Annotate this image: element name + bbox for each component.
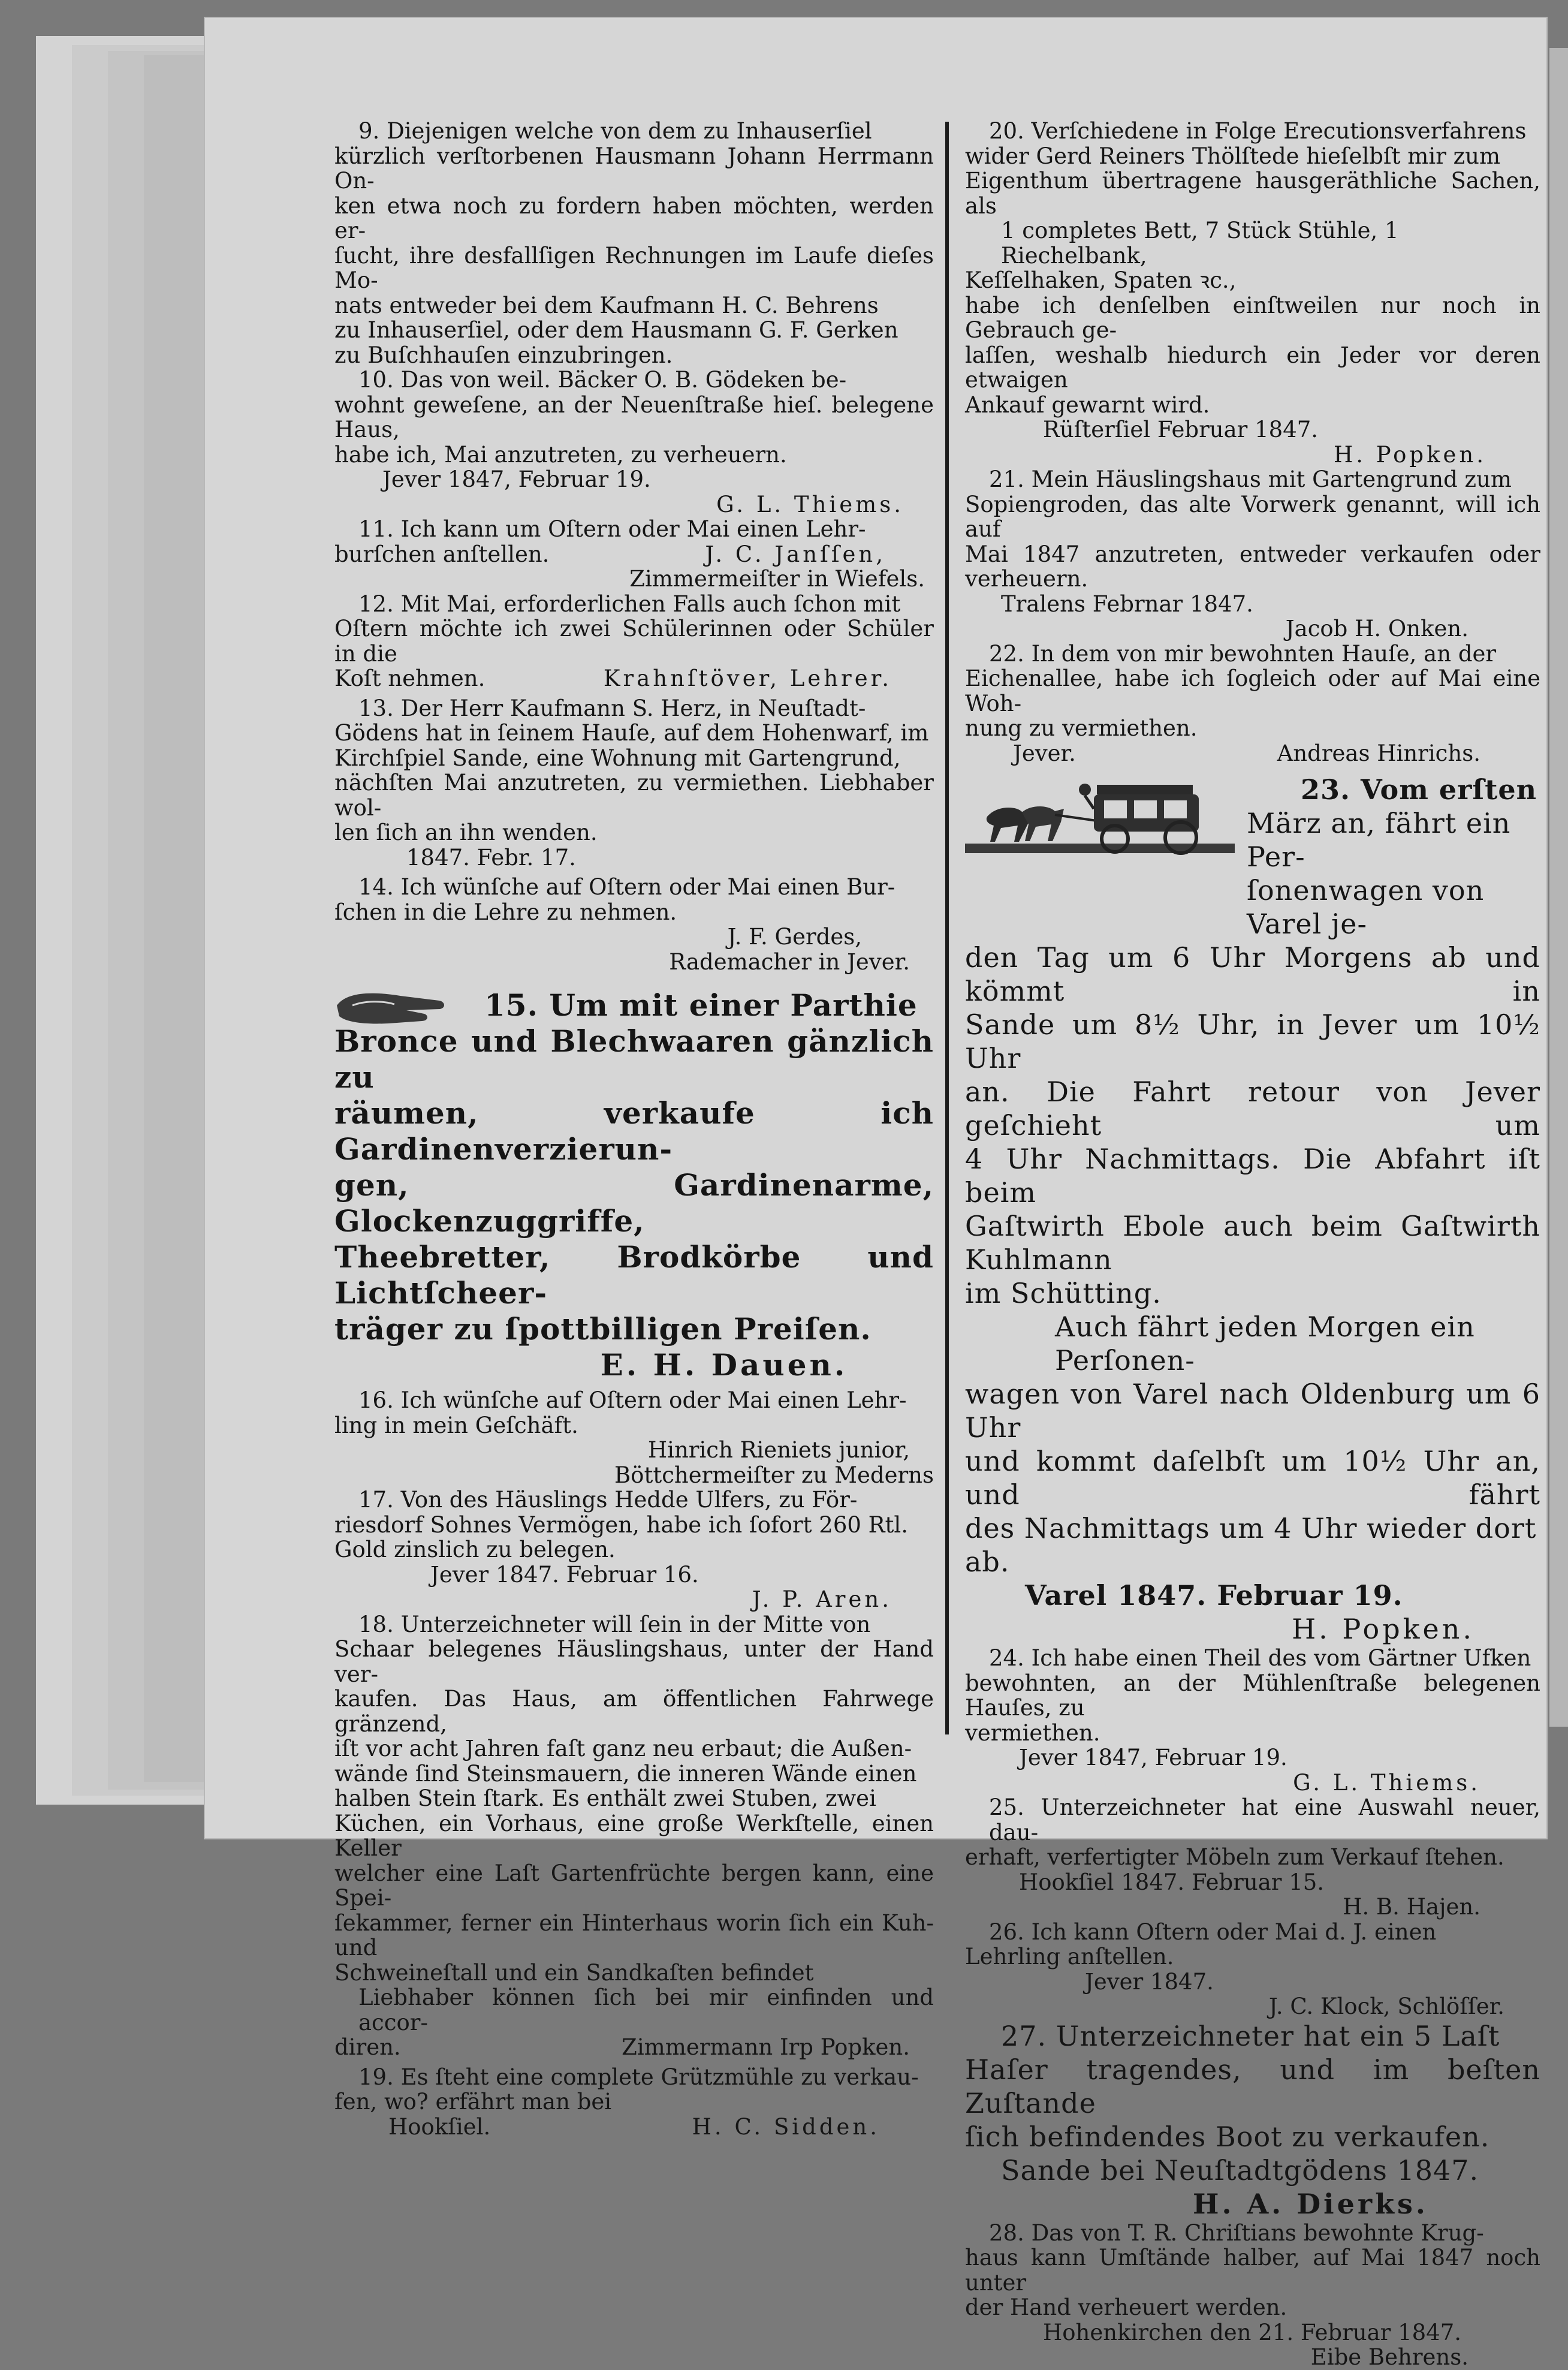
ad-18-signature: Zimmermann Irp Popken. [622, 2034, 910, 2060]
ad-11-line-1: 11. Ich kann um Oſtern oder Mai einen Lehr- [358, 516, 866, 542]
ad-28-line-3: der Hand verheuert werden. [965, 2294, 1287, 2320]
ad-17-line-3: Gold zinslich zu belegen. [334, 1537, 616, 1562]
ad-27-line-3: ſich befindendes Boot zu verkaufen. [965, 2120, 1490, 2153]
ad-22-signature: Andreas Hinrichs. [1277, 740, 1480, 766]
ad-9-line-5: nats entweder bei dem Kaufmann H. C. Behrens [334, 292, 879, 318]
ad-19-line-2: fen, wo? erfährt man bei [334, 2089, 612, 2115]
ad-12-line-3 [334, 666, 934, 691]
ad-16-signature: Hinrich Rieniets junior, [647, 1437, 910, 1463]
ad-24-line-3: vermiethen. [965, 1719, 1100, 1746]
ad-23 [965, 773, 1540, 1646]
ad-10-line-3: habe ich, Mai anzutreten, zu verheuern. [334, 441, 787, 468]
ad-20-line-1: 20. Verſchiedene in Folge Erecutionsverfahrens [989, 118, 1527, 144]
ad-19-place: Hookſiel. [388, 2113, 491, 2140]
ad-14-occupation: Rademacher in Jever. [669, 948, 910, 975]
ad-23-line-10: Auch fährt jeden Morgen ein Perſonen- [1055, 1311, 1475, 1377]
ad-26-line-1: 26. Ich kann Oſtern oder Mai d. J. einen [989, 1919, 1437, 1945]
ad-28-line-2: haus kann Umſtände halber, auf Mai 1847 noch unter [965, 2245, 1540, 2296]
ad-20-line-2: wider Gerd Reiners Thölſtede hieſelbſt mir zum [965, 143, 1501, 169]
ad-11-text: burſchen anſtellen. [334, 541, 550, 567]
ad-12-text: Koſt nehmen. [334, 665, 486, 691]
ad-20-line-5: Keſſelhaken, Spaten ꝛc., [965, 267, 1237, 293]
ad-19-line-1: 19. Es ſteht eine complete Grützmühle zu verkau- [358, 2064, 919, 2090]
ad-20-line-3: Eigenthum übertragene hausgeräthliche Sachen, als [965, 168, 1540, 219]
ad-18-line-10: Schweineſtall und ein Sandkaſten befindet [334, 1959, 814, 1986]
ad-18-line-7: Küchen, ein Vorhaus, eine große Werkſtelle, einen Keller [334, 1810, 934, 1861]
ad-28-signature: Eibe Behrens. [1310, 2344, 1469, 2370]
ad-22-line-1: 22. In dem von mir bewohnten Hauſe, an der [989, 640, 1497, 667]
newspaper-page [204, 17, 1548, 2370]
ad-18-line-6: halben Stein ſtark. Es enthält zwei Stuben, zwei [334, 1785, 876, 1811]
ad-18-text: diren. [334, 2034, 401, 2060]
column-rule [945, 122, 949, 1734]
ad-24-line-1: 24. Ich habe einen Theil des vom Gärtner Ufken [989, 1645, 1531, 1671]
ad-16-line-1: 16. Ich wünſche auf Oſtern oder Mai einen Lehr- [358, 1387, 907, 1413]
ad-16-occupation: Böttchermeiſter zu Mederns [614, 1462, 934, 1488]
ad-26-date: Jever 1847. [1085, 1968, 1214, 1995]
ad-23-line-2: März an, fährt ein Per- [1247, 807, 1511, 873]
ad-15-headline-6: träger zu ſpottbilligen Preiſen. [334, 1311, 872, 1347]
ad-22-line-3: nung zu vermiethen. [965, 715, 1198, 741]
ad-13-line-3: Kirchſpiel Sande, eine Wohnung mit Gartengrund, [334, 745, 901, 771]
ad-9-line-2: kürzlich verſtorbenen Hausmann Johann Herrmann On- [334, 143, 934, 194]
ad-25-date: Hookſiel 1847. Februar 15. [1019, 1869, 1325, 1895]
ad-10-signature: G. L. Thiems. [716, 491, 904, 517]
ad-13-line-2: Gödens hat in ſeinem Hauſe, auf dem Hohenwarf, im [334, 720, 929, 746]
ad-17-date: Jever 1847. Februar 16. [430, 1561, 699, 1588]
ad-18-line-8: welcher eine Laſt Gartenfrüchte bergen kann, eine Spei- [334, 1860, 934, 1911]
ad-23-text-1: 23. Vom erſten [1301, 773, 1537, 806]
ad-15 [334, 987, 934, 1383]
ad-24-date: Jever 1847, Februar 19. [1019, 1745, 1287, 1770]
ad-18-line-4: iſt vor acht Jahren faſt ganz neu erbaut; die Außen- [334, 1736, 912, 1761]
ad-20-signature: H. Popken. [1333, 441, 1486, 468]
ad-18-line-11: Liebhaber können ſich bei mir einfinden und accor- [358, 1984, 934, 2035]
ad-13-line-5: len ſich an ihn wenden. [334, 820, 598, 845]
ad-12-line-2: Oſtern möchte ich zwei Schülerinnen oder Schüler in die [334, 616, 934, 667]
ad-10-date: Jever 1847, Februar 19. [382, 466, 651, 492]
ad-28-line-1: 28. Das von T. R. Chriſtians bewohnte Krug- [989, 2220, 1484, 2246]
stagecoach-icon [965, 773, 1235, 863]
ad-18-line-5: wände ſind Steinsmauern, die inneren Wände einen [334, 1760, 917, 1787]
ad-9-line-1: 9. Diejenigen welche von dem zu Inhauserſiel [358, 118, 872, 144]
ad-15-headline-3: räumen, verkaufe ich Gardinenverzierun- [334, 1095, 934, 1167]
ad-14-signature: J. F. Gerdes, [727, 924, 862, 950]
ad-15-headline-5: Theebretter, Brodkörbe und Lichtſcheer- [334, 1239, 934, 1311]
ad-14-line-2: ſchen in die Lehre zu nehmen. [334, 899, 677, 925]
ad-23-line-13: des Nachmittags um 4 Uhr wieder dort ab. [965, 1512, 1537, 1578]
ad-23-line-12: und kommt daſelbſt um 10½ Uhr an, und fährt [965, 1445, 1540, 1511]
ad-20-line-6: habe ich denſelben einſtweilen nur noch in Gebrauch ge- [965, 292, 1540, 343]
ad-20-line-4: 1 completes Bett, 7 Stück Stühle, 1 Riechelbank, [1001, 218, 1399, 269]
ad-23-line-3: ſonenwagen von Varel je- [1247, 874, 1485, 940]
ad-21-date: Tralens Febrnar 1847. [1001, 591, 1253, 617]
ad-28-date: Hohenkirchen den 21. Februar 1847. [1043, 2319, 1462, 2345]
ad-24-line-2: bewohnten, an der Mühlenſtraße belegenen Hauſes, zu [965, 1670, 1540, 1721]
ad-23-line-4: den Tag um 6 Uhr Morgens ab und kömmt in [965, 941, 1540, 1007]
ad-23-signature: H. Popken. [1292, 1613, 1474, 1645]
ad-27-place: Sande bei Neuſtadtgödens 1847. [1001, 2154, 1479, 2187]
ad-9-line-4: ſucht, ihre desfallſigen Rechnungen im Laufe dieſes Mo- [334, 242, 934, 293]
ad-15-signature: E. H. Dauen. [600, 1347, 848, 1383]
ad-23-date: Varel 1847. Februar 19. [1025, 1579, 1403, 1612]
ad-18-line-3: kaufen. Das Haus, am öffentlichen Fahrwege gränzend, [334, 1686, 934, 1737]
ad-14-line-1: 14. Ich wünſche auf Oſtern oder Mai einen Bur- [358, 874, 895, 900]
ad-26-signature: J. C. Klock, Schlöſſer. [1268, 1993, 1504, 2019]
ad-12-signature: Krahnſtöver, Lehrer. [603, 665, 892, 691]
ad-17-line-2: riesdorf Sohnes Vermögen, habe ich ſofort 260 Rtl. [334, 1511, 908, 1538]
ad-23-line-5: Sande um 8½ Uhr, in Jever um 10½ Uhr [965, 1008, 1540, 1074]
ad-16-line-2: ling in mein Geſchäft. [334, 1412, 578, 1438]
ad-9-line-3: ken etwa noch zu fordern haben möchten, werden er- [334, 192, 934, 243]
ad-13-line-4: nächſten Mai anzutreten, zu vermiethen. Liebhaber wol- [334, 770, 934, 821]
ad-25-line-1: 25. Unterzeichneter hat eine Auswahl neuer, dau- [989, 1794, 1540, 1845]
ad-18-line-12 [334, 2035, 934, 2060]
ad-25-signature: H. B. Hajen. [1343, 1894, 1480, 1920]
ad-23-line-6: an. Die Fahrt retour von Jever geſchieht um [965, 1076, 1540, 1142]
ad-21-line-1: 21. Mein Häuslingshaus mit Gartengrund zum [989, 466, 1512, 492]
ad-21-signature: Jacob H. Onken. [1285, 616, 1469, 642]
ad-20-line-7: laſſen, weshalb hiedurch ein Jeder vor deren etwaigen [965, 342, 1540, 393]
ad-20-line-8: Ankauf gewarnt wird. [965, 392, 1210, 418]
ad-17-line-1: 17. Von des Häuslings Hedde Ulfers, zu För- [358, 1487, 858, 1513]
ad-12-line-1: 12. Mit Mai, erforderlichen Falls auch ſchon mit [358, 591, 901, 617]
ad-22-line-4 [965, 741, 1540, 766]
ad-23-line-9: im Schütting. [965, 1277, 1162, 1309]
ad-18-line-1: 18. Unterzeichneter will ſein in der Mitte von [358, 1611, 871, 1637]
ad-22-line-2: Eichenallee, habe ich ſogleich oder auf Mai eine Woh- [965, 665, 1540, 716]
ad-23-line-8: Gaſtwirth Ebole auch beim Gaſtwirth Kuhlmann [965, 1210, 1540, 1276]
ad-19-line-3 [334, 2115, 934, 2140]
ad-27-line-2: Haſer tragendes, und im beſten Zuſtande [965, 2053, 1540, 2119]
ad-23-line-7: 4 Uhr Nachmittags. Die Abfahrt iſt beim [965, 1143, 1540, 1209]
ad-9-line-7: zu Buſchhauſen einzubringen. [334, 342, 673, 368]
ad-13-date: 1847. Febr. 17. [406, 844, 576, 871]
ad-18-line-2: Schaar belegenes Häuslingshaus, unter der Hand ver- [334, 1636, 934, 1687]
ad-15-headline-4: gen, Gardinenarme, Glockenzuggriffe, [334, 1167, 934, 1239]
ad-10-line-2: wohnt geweſene, an der Neuenſtraße hieſ. belegene Haus, [334, 392, 934, 442]
ad-26-line-2: Lehrling anſtellen. [965, 1944, 1174, 1970]
right-column [965, 119, 1540, 2370]
ad-22-place: Jever. [1013, 740, 1076, 766]
page-spine [1549, 48, 1568, 1727]
ad-15-headline-2: Bronce und Blechwaaren gänzlich zu [334, 1023, 934, 1095]
ad-15-headline-1: 15. Um mit einer Parthie [484, 987, 918, 1023]
ad-9-line-6: zu Inhauserſiel, oder dem Hausmann G. F. Gerken [334, 317, 898, 343]
ad-27-line-1: 27. Unterzeichneter hat ein 5 Laſt [1001, 2019, 1500, 2052]
ad-18-line-9: ſekammer, ferner ein Hinterhaus worin ſich ein Kuh- und [334, 1910, 934, 1961]
left-column [334, 119, 934, 2139]
ad-27-signature: H. A. Dierks. [1193, 2187, 1428, 2220]
ad-11-signature: J. C. Janſſen, [705, 541, 886, 567]
ad-19-signature: H. C. Sidden. [692, 2113, 880, 2140]
ad-21-line-2: Sopiengroden, das alte Vorwerk genannt, will ich auf [965, 491, 1540, 542]
ad-21-line-3: Mai 1847 anzutreten, entweder verkaufen oder verheuern. [965, 541, 1540, 592]
ad-11-line-2 [334, 542, 934, 567]
ad-24-signature: G. L. Thiems. [1293, 1769, 1480, 1796]
ad-23-line-11: wagen von Varel nach Oldenburg um 6 Uhr [965, 1378, 1540, 1444]
ad-13-line-1: 13. Der Herr Kaufmann S. Herz, in Neuſtadt- [358, 695, 866, 721]
ad-25-line-2: erhaft, verfertigter Möbeln zum Verkauf ſtehen. [965, 1844, 1504, 1870]
page-edge-4 [144, 55, 211, 1782]
ad-10-line-1: 10. Das von weil. Bäcker O. B. Gödeken be- [358, 367, 847, 393]
ad-20-date: Rüſterſiel Februar 1847. [1043, 417, 1319, 442]
ad-11-occupation: Zimmermeiſter in Wiefels. [629, 566, 925, 592]
ad-17-signature: J. P. Aren. [752, 1586, 892, 1612]
pointing-hand-icon [334, 987, 448, 1029]
